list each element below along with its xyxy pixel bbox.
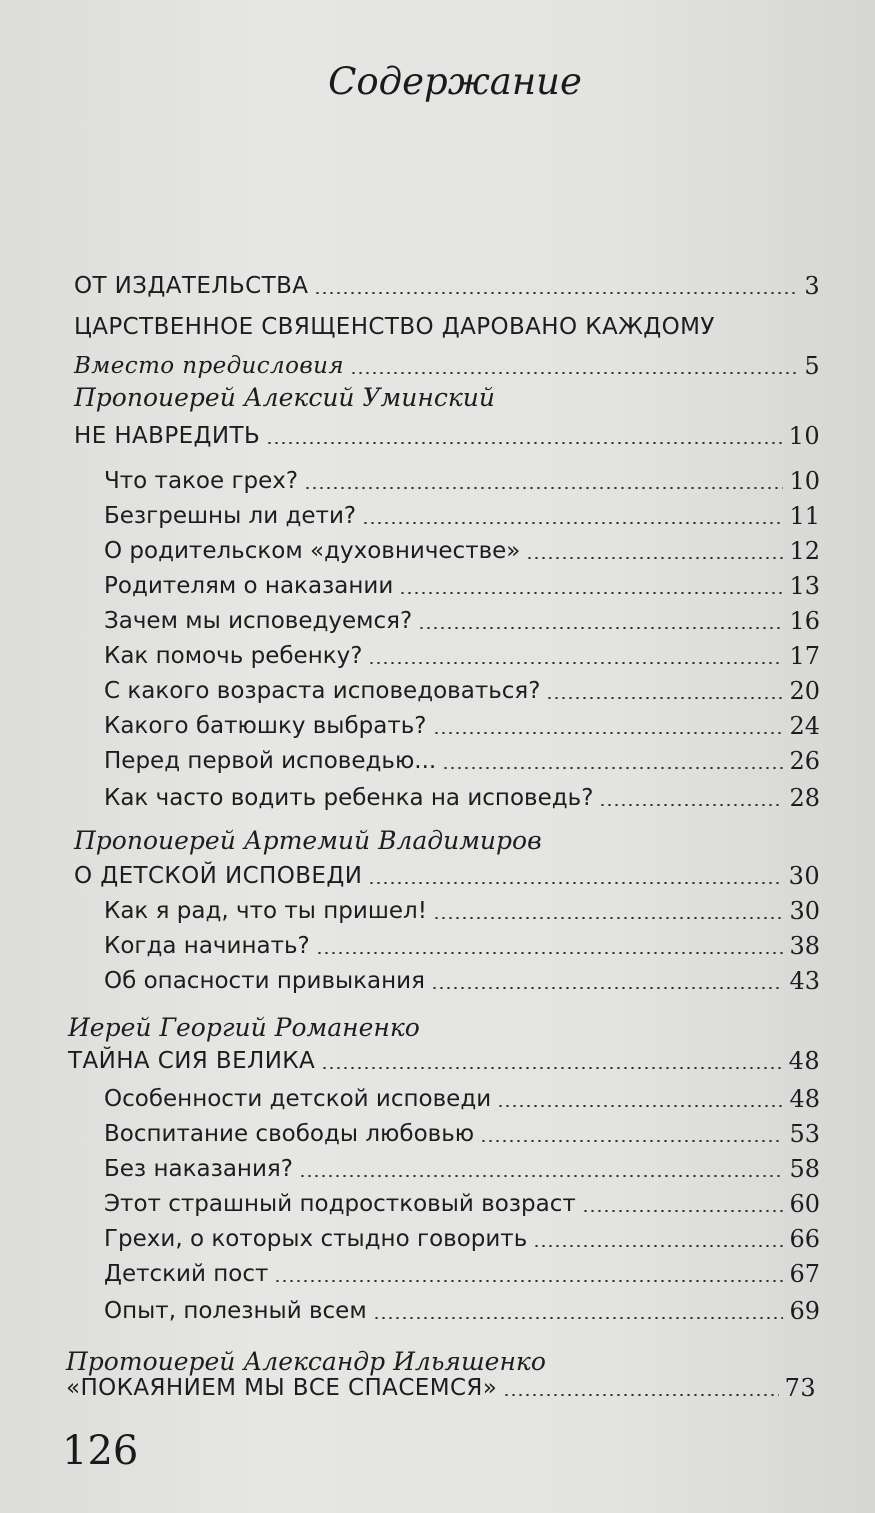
- toc-page-number: 11: [789, 502, 820, 530]
- toc-page-number: 60: [789, 1190, 820, 1218]
- toc-page-number: 13: [789, 572, 820, 600]
- toc-entry-label: НЕ НАВРЕДИТЬ: [74, 423, 261, 449]
- toc-entry: [74, 860, 820, 890]
- leader-dots: [314, 292, 798, 294]
- toc-entry: [104, 640, 820, 670]
- toc-entry-label: Этот страшный подростковый возраст: [104, 1191, 576, 1217]
- toc-entry-label: Перед первой исповедью...: [104, 748, 437, 774]
- toc-page-number: 48: [788, 1047, 820, 1075]
- toc-page-number: 12: [789, 537, 820, 565]
- toc-entry-label: С какого возраста исповедоваться?: [104, 678, 541, 704]
- toc-entry: [104, 1118, 820, 1148]
- toc-page-number: 3: [804, 272, 820, 300]
- leader-dots: [503, 1394, 778, 1396]
- toc-page-number: 16: [789, 607, 820, 635]
- leader-dots: [266, 442, 783, 444]
- toc-page-number: 28: [789, 784, 820, 812]
- leader-dots: [431, 987, 783, 989]
- toc-entry-label: О родительском «духовничестве»: [104, 538, 521, 564]
- toc-entry: [104, 675, 820, 705]
- toc-entry-label: Грехи, о которых стыдно говорить: [104, 1226, 528, 1252]
- leader-dots: [442, 767, 783, 769]
- toc-entry-label: Как помочь ребенку?: [104, 643, 363, 669]
- toc-author: Пропоиерей Алексий Уминский: [74, 383, 495, 412]
- toc-entry-label: «ПОКАЯНИЕМ МЫ ВСЕ СПАСЕМСЯ»: [66, 1375, 498, 1401]
- leader-dots: [274, 1280, 783, 1282]
- toc-entry-label: Когда начинать?: [104, 933, 310, 959]
- toc-entry: [104, 1258, 820, 1288]
- toc-page-number: 43: [789, 967, 820, 995]
- toc-entry: [104, 965, 820, 995]
- toc-entry-label: Воспитание свободы любовью: [104, 1121, 475, 1147]
- toc-entry: [104, 710, 820, 740]
- leader-dots: [368, 662, 783, 664]
- leader-dots: [321, 1067, 782, 1069]
- toc-entry-label: Вместо предисловия: [74, 353, 344, 379]
- toc-entry: [104, 500, 820, 530]
- toc-entry: [104, 782, 820, 812]
- leader-dots: [526, 557, 783, 559]
- page-number-folio: 126: [62, 1428, 139, 1474]
- toc-entry: [104, 465, 820, 495]
- leader-dots: [582, 1210, 784, 1212]
- toc-page-number: 20: [789, 677, 820, 705]
- toc-entry: [104, 1153, 820, 1183]
- leader-dots: [480, 1140, 783, 1142]
- toc-entry-label: Какого батюшку выбрать?: [104, 713, 427, 739]
- leader-dots: [433, 732, 784, 734]
- toc-page-number: 26: [789, 747, 820, 775]
- toc-page-number: 67: [789, 1260, 820, 1288]
- toc-page-number: 58: [789, 1155, 820, 1183]
- toc-entry-label: Как я рад, что ты пришел!: [104, 898, 427, 924]
- toc-entry: [68, 1045, 820, 1075]
- toc-page-number: 53: [789, 1120, 820, 1148]
- toc-entry: [104, 1295, 820, 1325]
- toc-page-number: 38: [789, 932, 820, 960]
- leader-dots: [350, 372, 798, 374]
- toc-entry: [104, 1083, 820, 1113]
- leader-dots: [299, 1175, 784, 1177]
- leader-dots: [373, 1317, 784, 1319]
- toc-entry: [104, 930, 820, 960]
- toc-entry: [74, 350, 820, 380]
- toc-entry-label: ОТ ИЗДАТЕЛЬСТВА: [74, 273, 309, 299]
- toc-author: Пропоиерей Артемий Владимиров: [74, 826, 542, 855]
- toc-page-number: 10: [789, 467, 820, 495]
- toc-entry: [104, 535, 820, 565]
- toc-page-number: 10: [788, 422, 820, 450]
- toc-page-number: 30: [789, 897, 820, 925]
- leader-dots: [368, 882, 782, 884]
- toc-page-number: 73: [784, 1374, 816, 1402]
- leader-dots: [533, 1245, 783, 1247]
- toc-entry: [66, 1372, 816, 1402]
- leader-dots: [362, 522, 783, 524]
- toc-entry: [74, 420, 820, 450]
- toc-entry-label: Об опасности привыкания: [104, 968, 425, 994]
- toc-entry-label: Безгрешны ли дети?: [104, 503, 357, 529]
- leader-dots: [418, 627, 783, 629]
- page-title: Содержание: [328, 60, 582, 103]
- toc-entry: [104, 895, 820, 925]
- toc-section-heading: ЦАРСТВЕННОЕ СВЯЩЕНСТВО ДАРОВАНО КАЖДОМУ: [74, 314, 715, 340]
- toc-entry: [104, 605, 820, 635]
- toc-entry: [104, 1223, 820, 1253]
- toc-entry-label: Зачем мы исповедуемся?: [104, 608, 413, 634]
- toc-entry-label: Детский пост: [104, 1261, 269, 1287]
- toc-entry: [104, 1188, 820, 1218]
- toc-entry-label: ТАЙНА СИЯ ВЕЛИКА: [68, 1048, 316, 1074]
- leader-dots: [599, 804, 783, 806]
- toc-page-number: 17: [789, 642, 820, 670]
- toc-entry-label: Особенности детской исповеди: [104, 1086, 492, 1112]
- toc-entry-label: Что такое грех?: [104, 468, 299, 494]
- toc-author: Иерей Георгий Романенко: [68, 1013, 420, 1042]
- leader-dots: [497, 1105, 783, 1107]
- leader-dots: [546, 697, 783, 699]
- toc-page-number: 24: [789, 712, 820, 740]
- toc-entry-label: Опыт, полезный всем: [104, 1298, 367, 1324]
- toc-entry: [74, 270, 820, 300]
- toc-page-number: 69: [789, 1297, 820, 1325]
- toc-entry-label: Как часто водить ребенка на исповедь?: [104, 785, 594, 811]
- toc-entry: [104, 570, 820, 600]
- toc-author: Протоиерей Александр Ильяшенко: [66, 1347, 546, 1376]
- leader-dots: [316, 952, 784, 954]
- leader-dots: [433, 917, 784, 919]
- toc-entry-label: Без наказания?: [104, 1156, 293, 1182]
- toc-entry: [104, 745, 820, 775]
- leader-dots: [304, 487, 783, 489]
- toc-entry-label: Родителям о наказании: [104, 573, 394, 599]
- toc-page-number: 66: [789, 1225, 820, 1253]
- toc-page-number: 30: [788, 862, 820, 890]
- toc-entry-label: О ДЕТСКОЙ ИСПОВЕДИ: [74, 863, 363, 889]
- leader-dots: [399, 592, 783, 594]
- toc-page-number: 5: [804, 352, 820, 380]
- toc-page-number: 48: [789, 1085, 820, 1113]
